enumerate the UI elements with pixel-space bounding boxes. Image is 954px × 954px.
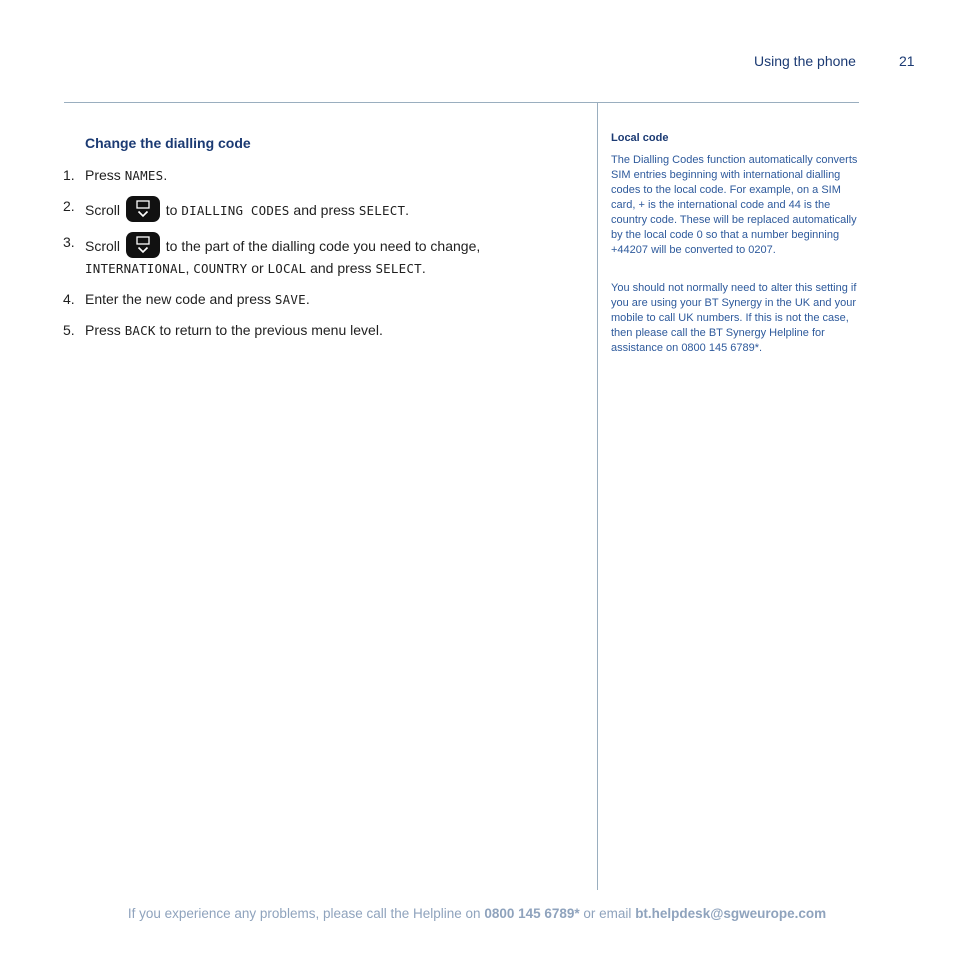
- header-divider: [64, 102, 859, 103]
- footer-phone: 0800 145 6789*: [484, 906, 580, 921]
- step-number: 2.: [63, 198, 75, 214]
- menu-term: LOCAL: [267, 261, 307, 276]
- page-number: 21: [899, 53, 915, 69]
- instruction-steps: [63, 165, 583, 341]
- footer-text: or email: [579, 906, 636, 921]
- step-text: to return to the previous menu level.: [155, 322, 383, 338]
- sidebar-paragraph-1: The Dialling Codes function automatically converts SIM entries beginning with international dialling codes to the local code. For example, on a SIM card, + is the international code and 44 is the country code. These will be replaced automatically by the local code 0 so that a number beginning +44207 will be converted to 0207.: [611, 154, 858, 256]
- step-text: or: [247, 260, 268, 276]
- step-number: 1.: [63, 167, 75, 183]
- step-text: .: [163, 167, 168, 183]
- step-text: and press: [306, 260, 376, 276]
- footer-helpline: [0, 906, 954, 921]
- menu-term: NAMES: [124, 168, 164, 183]
- step-number: 3.: [63, 234, 75, 250]
- step-1: [63, 165, 583, 186]
- step-text: ,: [185, 260, 194, 276]
- menu-term: INTERNATIONAL: [85, 261, 186, 276]
- step-number: 4.: [63, 291, 75, 307]
- step-text: to: [161, 202, 182, 218]
- sidebar-heading: Local code: [611, 132, 669, 144]
- menu-term: COUNTRY: [193, 261, 248, 276]
- step-text: .: [405, 202, 410, 218]
- step-4: [63, 289, 583, 310]
- step-3: [63, 232, 583, 279]
- menu-term: SELECT: [358, 203, 406, 218]
- menu-term: BACK: [124, 323, 156, 338]
- step-text: .: [305, 291, 310, 307]
- header-section-title: Using the phone: [754, 53, 856, 69]
- column-divider: [597, 102, 598, 890]
- step-5: [63, 320, 583, 341]
- step-2: [63, 196, 583, 222]
- section-heading: Change the dialling code: [85, 135, 251, 151]
- scroll-key-icon: [126, 232, 160, 258]
- footer-text: If you experience any problems, please call the Helpline on: [127, 906, 485, 921]
- menu-term: SAVE: [274, 292, 306, 307]
- step-text: Scroll: [85, 238, 121, 254]
- menu-term: DIALLING CODES: [181, 203, 290, 218]
- menu-term: SELECT: [375, 261, 422, 276]
- step-text: Press: [85, 322, 125, 338]
- step-text: Press: [85, 167, 125, 183]
- step-text: .: [421, 260, 426, 276]
- sidebar-paragraph-2: You should not normally need to alter this setting if you are using your BT Synergy in the UK and your mobile to call UK numbers. If this is not the case, then please call the BT Synergy Helpline for assistance on 0800 145 6789*.: [611, 282, 857, 354]
- step-text: Enter the new code and press: [85, 291, 275, 307]
- scroll-key-icon: [126, 196, 160, 222]
- step-text: Scroll: [85, 202, 121, 218]
- step-text: and press: [289, 202, 359, 218]
- footer-email[interactable]: bt.helpdesk@sgweurope.com: [635, 906, 827, 921]
- step-number: 5.: [63, 322, 75, 338]
- step-text: to the part of the dialling code you need to change,: [161, 238, 481, 254]
